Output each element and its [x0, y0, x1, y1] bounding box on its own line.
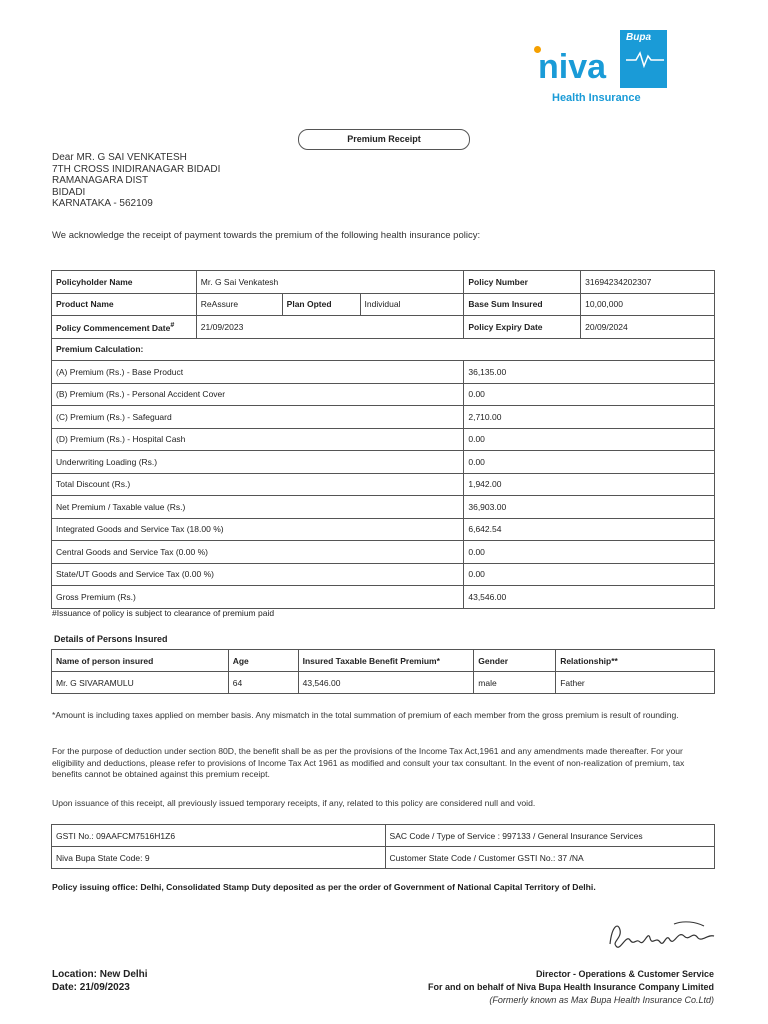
premium-label: Underwriting Loading (Rs.) — [52, 451, 464, 474]
premium-value: 0.00 — [464, 383, 715, 406]
product-label: Product Name — [52, 293, 197, 316]
acknowledgement-text: We acknowledge the receipt of payment towards the premium of the following health insurance policy: — [52, 230, 481, 241]
premium-value: 43,546.00 — [464, 586, 715, 609]
persons-table — [51, 649, 715, 694]
premium-label: (D) Premium (Rs.) - Hospital Cash — [52, 428, 464, 451]
policy-table — [51, 270, 715, 609]
premium-row — [52, 451, 715, 474]
logo-wordmark: niva — [538, 48, 607, 86]
table-row — [52, 825, 715, 847]
premium-row — [52, 563, 715, 586]
holder-label: Policyholder Name — [52, 271, 197, 294]
policy-number-value: 31694234202307 — [581, 271, 715, 294]
premium-row — [52, 383, 715, 406]
signatory-former-name: (Formerly known as Max Bupa Health Insurance Co.Ltd) — [489, 995, 714, 1005]
premium-label: Central Goods and Service Tax (0.00 %) — [52, 541, 464, 564]
premium-value: 2,710.00 — [464, 406, 715, 429]
signature — [604, 912, 724, 962]
sac-code: SAC Code / Type of Service : 997133 / General Insurance Services — [385, 825, 714, 847]
premium-row — [52, 586, 715, 609]
plan-value: Individual — [360, 293, 464, 316]
address-block — [52, 152, 220, 210]
premium-value: 0.00 — [464, 563, 715, 586]
sum-label: Base Sum Insured — [464, 293, 581, 316]
table-row — [52, 293, 715, 316]
premium-value: 0.00 — [464, 451, 715, 474]
address-line: 7TH CROSS INIDIRANAGAR BIDADI — [52, 163, 221, 175]
void-note: Upon issuance of this receipt, all previously issued temporary receipts, if any, related to this policy are considered null and void. — [52, 798, 536, 808]
premium-row — [52, 406, 715, 429]
person-premium: 43,546.00 — [298, 672, 474, 694]
expiry-label: Policy Expiry Date — [464, 316, 581, 339]
premium-value: 0.00 — [464, 541, 715, 564]
premium-value: 6,642.54 — [464, 518, 715, 541]
premium-value: 36,135.00 — [464, 361, 715, 384]
premium-label: Integrated Goods and Service Tax (18.00 %) — [52, 518, 464, 541]
address-line: RAMANAGARA DIST — [52, 175, 149, 186]
person-relationship: Father — [556, 672, 715, 694]
commence-value: 21/09/2023 — [196, 316, 464, 339]
premium-row — [52, 518, 715, 541]
table-row — [52, 271, 715, 294]
address-line: KARNATAKA - 562109 — [52, 198, 153, 209]
issuing-office: Policy issuing office: Delhi, Consolidated Stamp Duty deposited as per the order of Government of National Capital Territory of Delhi. — [52, 882, 596, 892]
product-value: ReAssure — [196, 293, 282, 316]
premium-title: Premium Calculation: — [52, 338, 715, 361]
table-header-row — [52, 650, 715, 672]
premium-value: 36,903.00 — [464, 496, 715, 519]
column-header: Insured Taxable Benefit Premium* — [298, 650, 474, 672]
column-header: Relationship** — [556, 650, 715, 672]
address-line: Dear MR. G SAI VENKATESH — [52, 152, 187, 163]
premium-value: 1,942.00 — [464, 473, 715, 496]
premium-label: (A) Premium (Rs.) - Base Product — [52, 361, 464, 384]
person-name: Mr. G SIVARAMULU — [52, 672, 229, 694]
table-row — [52, 847, 715, 869]
location: Location: New Delhi — [52, 969, 148, 980]
premium-label: Total Discount (Rs.) — [52, 473, 464, 496]
logo-tagline: Health Insurance — [552, 92, 641, 104]
premium-label: (C) Premium (Rs.) - Safeguard — [52, 406, 464, 429]
column-header: Age — [228, 650, 298, 672]
table-row — [52, 338, 715, 361]
premium-label: (B) Premium (Rs.) - Personal Accident Cover — [52, 383, 464, 406]
persons-title: Details of Persons Insured — [54, 634, 168, 644]
date: Date: 21/09/2023 — [52, 982, 130, 993]
table-row — [52, 316, 715, 339]
premium-row — [52, 496, 715, 519]
amount-note: *Amount is including taxes applied on member basis. Any mismatch in the total summation of premium of each member from the gross premium is result of rounding. — [52, 710, 679, 720]
heartbeat-icon — [626, 50, 664, 68]
holder-value: Mr. G Sai Venkatesh — [196, 271, 464, 294]
premium-row — [52, 541, 715, 564]
premium-value: 0.00 — [464, 428, 715, 451]
premium-label: State/UT Goods and Service Tax (0.00 %) — [52, 563, 464, 586]
column-header: Gender — [474, 650, 556, 672]
signatory-title: Director - Operations & Customer Service — [535, 969, 714, 979]
policy-number-label: Policy Number — [464, 271, 581, 294]
column-header: Name of person insured — [52, 650, 229, 672]
plan-label: Plan Opted — [282, 293, 360, 316]
premium-label: Gross Premium (Rs.) — [52, 586, 464, 609]
premium-label: Net Premium / Taxable value (Rs.) — [52, 496, 464, 519]
signatory-block — [428, 968, 714, 1007]
sum-value: 10,00,000 — [581, 293, 715, 316]
commence-label: Policy Commencement Date# — [52, 316, 197, 339]
premium-row — [52, 428, 715, 451]
premium-row — [52, 361, 715, 384]
location-date-block — [52, 968, 148, 994]
page-title: Premium Receipt — [298, 129, 470, 150]
issuance-note: #Issuance of policy is subject to clearance of premium paid — [52, 608, 275, 618]
customer-state-code: Customer State Code / Customer GSTI No.: 37 /NA — [385, 847, 714, 869]
gst-table — [51, 824, 715, 869]
state-code: Niva Bupa State Code: 9 — [52, 847, 386, 869]
niva-bupa-logo — [530, 28, 670, 108]
signatory-company: For and on behalf of Niva Bupa Health Insurance Company Limited — [427, 982, 714, 992]
person-age: 64 — [228, 672, 298, 694]
table-row — [52, 672, 715, 694]
premium-row — [52, 473, 715, 496]
gstin: GSTI No.: 09AAFCM7516H1Z6 — [52, 825, 386, 847]
logo-bupa-text: Bupa — [626, 32, 651, 43]
expiry-value: 20/09/2024 — [581, 316, 715, 339]
address-line: BIDADI — [52, 186, 86, 198]
deduction-note: For the purpose of deduction under section 80D, the benefit shall be as per the provisions of the Income Tax Act,1961 and any amendments made thereafter. For your eligibility and deductions, please refer to provisions of Income Tax Act 1961 as modified and consult your tax consultant. In the event of non-realization of premium, tax benefits cannot be obtained against this premium receipt. — [52, 746, 685, 779]
person-gender: male — [474, 672, 556, 694]
